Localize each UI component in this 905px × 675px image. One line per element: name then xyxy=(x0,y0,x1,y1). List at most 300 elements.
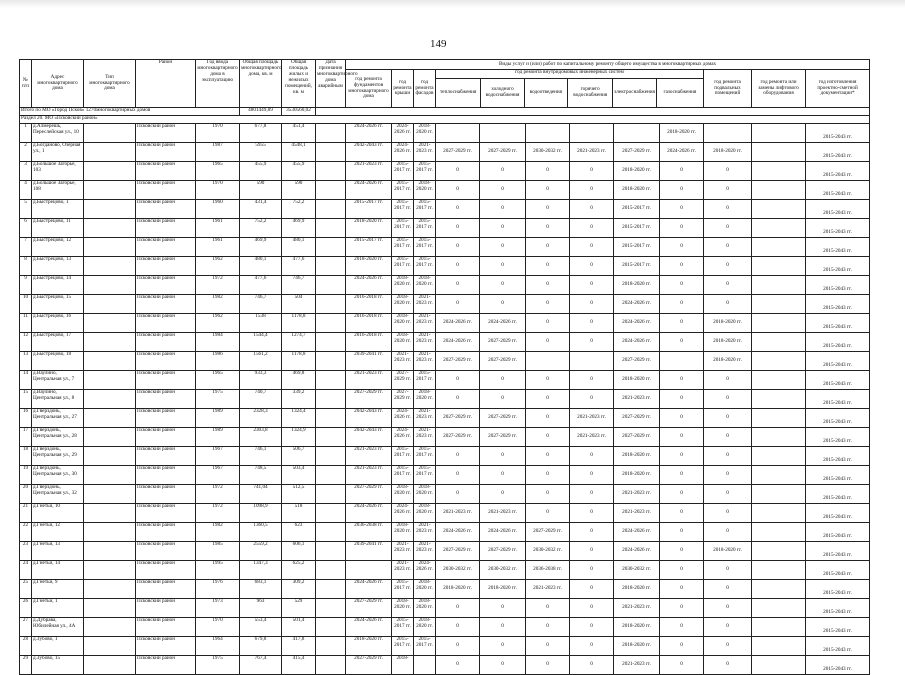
row-design-docs: 2015-2043 гг. xyxy=(806,333,870,352)
row-drainage: 0 xyxy=(526,656,570,675)
document-table-wrap xyxy=(19,59,869,673)
row-basement: 0 xyxy=(704,656,752,675)
row-foundation: 2021-2023 гг. xyxy=(346,371,392,390)
row-district: Псковский район xyxy=(136,485,196,504)
table-row xyxy=(20,599,870,618)
row-district: Псковский район xyxy=(136,181,196,200)
row-hot-water: 0 xyxy=(570,599,614,618)
row-foundation: 2015-2017 гг. xyxy=(346,238,392,257)
table-row xyxy=(20,466,870,485)
row-year: 1964 xyxy=(196,637,240,656)
row-address: д.Гверздонь, Центральная ул., 27 xyxy=(32,409,84,428)
row-basement: 2018-2020 гг. xyxy=(704,542,752,561)
row-recognition-date xyxy=(316,257,346,276)
row-heating: 2027-2029 гг. xyxy=(436,409,480,428)
row-electricity: 2024-2026 гг. xyxy=(614,295,660,314)
row-total-area: 748,5 xyxy=(240,466,282,485)
row-living-area: 1324,9 xyxy=(282,428,316,447)
row-elevator xyxy=(752,200,806,219)
row-gas: 0 xyxy=(660,162,704,181)
row-district: Псковский район xyxy=(136,618,196,637)
row-electricity: 2018-2020 гг. xyxy=(614,466,660,485)
row-heating: 0 xyxy=(436,257,480,276)
row-living-area: 455,9 xyxy=(282,162,316,181)
row-facade: 2021-2023 гг. xyxy=(414,314,436,333)
header-year: Год ввода многоквартирного дома в эксплуатацию xyxy=(196,60,240,108)
row-drainage: 0 xyxy=(526,238,570,257)
row-foundation: 2016-2018 гг. xyxy=(346,314,392,333)
row-total-area: 752,2 xyxy=(240,219,282,238)
row-recognition-date xyxy=(316,580,346,599)
row-drainage: 0 xyxy=(526,333,570,352)
row-year: 1967 xyxy=(196,447,240,466)
row-cold-water: 0 xyxy=(480,599,526,618)
row-living-area: 480,1 xyxy=(282,238,316,257)
row-hot-water: 0 xyxy=(570,390,614,409)
row-drainage: 0 xyxy=(526,637,570,656)
header-elevator: год ремонта или замены лифтового оборудования xyxy=(752,70,806,108)
row-type xyxy=(84,599,136,618)
row-roof: 2021-2023 гг. xyxy=(392,352,414,371)
row-address: д.Гверздонь, Центральная ул., 30 xyxy=(32,466,84,485)
row-basement: 0 xyxy=(704,219,752,238)
row-heating: 2027-2029 гг. xyxy=(436,428,480,447)
row-roof: 2015-2017 гг. xyxy=(392,200,414,219)
row-total-area: 767,4 xyxy=(240,656,282,675)
row-living-area: 503,4 xyxy=(282,466,316,485)
row-number: 29 xyxy=(20,656,32,675)
row-foundation: 2024-2026 гг. xyxy=(346,181,392,200)
row-hot-water: 0 xyxy=(570,219,614,238)
row-living-area: 451,4 xyxy=(282,124,316,143)
row-basement: 0 xyxy=(704,409,752,428)
row-foundation: 2042-2043 гг. xyxy=(346,409,392,428)
row-recognition-date xyxy=(316,447,346,466)
row-heating: 0 xyxy=(436,656,480,675)
row-living-area: 1324,4 xyxy=(282,409,316,428)
row-district: Псковский район xyxy=(136,124,196,143)
row-recognition-date xyxy=(316,504,346,523)
row-basement: 0 xyxy=(704,181,752,200)
row-electricity: 2018-2020 гг. xyxy=(614,162,660,181)
row-electricity: 2018-2020 гг. xyxy=(614,447,660,466)
row-year: 1986 xyxy=(196,352,240,371)
row-address: д.Гнетьи, 12 xyxy=(32,523,84,542)
row-gas: 0 xyxy=(660,580,704,599)
row-gas: 0 xyxy=(660,238,704,257)
row-gas: 0 xyxy=(660,257,704,276)
row-district: Псковский район xyxy=(136,561,196,580)
row-facade: 2021-2023 гг. xyxy=(414,295,436,314)
row-total-area: 455,9 xyxy=(240,162,282,181)
row-facade: 2021-2023 гг. xyxy=(414,143,436,162)
row-living-area: 415,4 xyxy=(282,656,316,675)
row-total-area: 740,7 xyxy=(240,390,282,409)
row-district: Псковский район xyxy=(136,371,196,390)
row-year: 1962 xyxy=(196,314,240,333)
row-roof: 2024-2026 гг. xyxy=(392,409,414,428)
row-electricity xyxy=(614,124,660,143)
row-recognition-date xyxy=(316,314,346,333)
table-row xyxy=(20,162,870,181)
row-address: д.Быстрецово, 16 xyxy=(32,314,84,333)
row-design-docs: 2015-2043 гг. xyxy=(806,257,870,276)
row-electricity: 2015-2017 гг. xyxy=(614,219,660,238)
row-cold-water: 0 xyxy=(480,238,526,257)
row-facade: 2015-2017 гг. xyxy=(414,447,436,466)
row-year: 1989 xyxy=(196,428,240,447)
row-heating: 2024-2026 гг. xyxy=(436,314,480,333)
row-year: 1962 xyxy=(196,257,240,276)
row-address: д.Гнетьи, 10 xyxy=(32,504,84,523)
row-gas: 0 xyxy=(660,219,704,238)
row-drainage: 0 xyxy=(526,390,570,409)
row-year: 1973 xyxy=(196,599,240,618)
row-elevator xyxy=(752,523,806,542)
row-foundation: 2021-2023 гг. xyxy=(346,162,392,181)
row-district: Псковский район xyxy=(136,580,196,599)
header-total-area: Общая площадь многоквартирного дома, кв. м xyxy=(240,60,282,108)
row-address: д.Гверздонь, Центральная ул., 28 xyxy=(32,428,84,447)
row-design-docs: 2015-2043 гг. xyxy=(806,276,870,295)
row-district: Псковский район xyxy=(136,428,196,447)
row-year: 1982 xyxy=(196,523,240,542)
row-district: Псковский район xyxy=(136,162,196,181)
row-elevator xyxy=(752,390,806,409)
row-address: д.Быстрецово, 1 xyxy=(32,200,84,219)
row-electricity: 2030-2032 гг. xyxy=(614,561,660,580)
row-district: Псковский район xyxy=(136,200,196,219)
header-cold-water: холодного водоснабжения xyxy=(480,79,523,107)
row-type xyxy=(84,428,136,447)
row-design-docs: 2015-2043 гг. xyxy=(806,200,870,219)
row-elevator xyxy=(752,257,806,276)
row-cold-water: 0 xyxy=(480,200,526,219)
row-heating: 0 xyxy=(436,637,480,656)
row-number: 25 xyxy=(20,580,32,599)
row-type xyxy=(84,162,136,181)
row-recognition-date xyxy=(316,599,346,618)
total-label: Итого по МО «Город Псков» 1270многоквартирных домов xyxy=(20,108,240,116)
header-basement: год ремонта подвальных помещений xyxy=(704,70,752,108)
row-facade: 2021-2023 гг. xyxy=(414,428,436,447)
row-facade: 2021-2023 гг. xyxy=(414,333,436,352)
row-cold-water xyxy=(480,124,526,143)
row-heating xyxy=(436,124,480,143)
row-foundation: 2036-2038 гг. xyxy=(346,523,392,542)
row-basement: 0 xyxy=(704,390,752,409)
row-number: 17 xyxy=(20,428,32,447)
row-type xyxy=(84,181,136,200)
header-design-docs: год изготовления проектно-сметной документации* xyxy=(806,70,870,108)
row-electricity: 2024-2026 гг. xyxy=(614,523,660,542)
row-living-area: 477,6 xyxy=(282,257,316,276)
row-facade: 2015-2017 гг. xyxy=(414,162,436,181)
row-roof: 2015-2017 гг. xyxy=(392,181,414,200)
row-elevator xyxy=(752,618,806,637)
row-cold-water: 0 xyxy=(480,637,526,656)
row-design-docs: 2015-2043 гг. xyxy=(806,314,870,333)
row-gas xyxy=(660,352,704,371)
row-hot-water: 0 xyxy=(570,276,614,295)
row-type xyxy=(84,276,136,295)
row-hot-water: 0 xyxy=(570,466,614,485)
row-recognition-date xyxy=(316,352,346,371)
row-type xyxy=(84,219,136,238)
header-roof: год ремонта крыши xyxy=(392,70,414,108)
row-basement: 2018-2020 гг. xyxy=(704,352,752,371)
row-type xyxy=(84,238,136,257)
row-district: Псковский район xyxy=(136,143,196,162)
row-living-area: 1178,8 xyxy=(282,314,316,333)
row-cold-water: 0 xyxy=(480,390,526,409)
row-facade: 2018-2020 гг. xyxy=(414,276,436,295)
row-facade: 2021-2023 гг. xyxy=(414,523,436,542)
header-drainage: водоотведения xyxy=(524,79,567,107)
row-cold-water: 0 xyxy=(480,447,526,466)
row-total-area: 746,1 xyxy=(240,447,282,466)
row-address: д.Ваулино, Центральная ул., 8 xyxy=(32,390,84,409)
row-basement: 0 xyxy=(704,561,752,580)
row-basement: 0 xyxy=(704,200,752,219)
row-heating: 0 xyxy=(436,276,480,295)
row-heating: 0 xyxy=(436,371,480,390)
row-year: 1970 xyxy=(196,181,240,200)
table-row xyxy=(20,656,870,675)
row-foundation: 2024-2026 гг. xyxy=(346,276,392,295)
row-gas: 0 xyxy=(660,504,704,523)
total-living-area: 3530560,02 xyxy=(282,108,316,116)
header-gas: газоснабжения xyxy=(656,79,703,107)
row-year: 1976 xyxy=(196,580,240,599)
row-district: Псковский район xyxy=(136,390,196,409)
row-drainage xyxy=(526,352,570,371)
table-row xyxy=(20,485,870,504)
row-cold-water: 2030-2032 гг. xyxy=(480,561,526,580)
row-electricity: 2018-2020 гг. xyxy=(614,580,660,599)
row-foundation: 2039-2041 гг. xyxy=(346,352,392,371)
total-area: 4801449,89 xyxy=(240,108,282,116)
table-row xyxy=(20,143,870,162)
row-basement: 0 xyxy=(704,162,752,181)
row-type xyxy=(84,580,136,599)
row-electricity: 2015-2017 гг. xyxy=(614,200,660,219)
row-foundation: 2024-2026 гг. xyxy=(346,580,392,599)
row-district: Псковский район xyxy=(136,542,196,561)
row-roof: 2018-2020 гг. xyxy=(392,276,414,295)
row-design-docs: 2015-2043 гг. xyxy=(806,181,870,200)
row-gas: 0 xyxy=(660,314,704,333)
row-total-area: 677,8 xyxy=(240,124,282,143)
row-total-area: 480,1 xyxy=(240,257,282,276)
row-elevator xyxy=(752,599,806,618)
row-address: д.Быстрецово, 17 xyxy=(32,333,84,352)
row-address: д.Зубово, 15 xyxy=(32,656,84,675)
row-roof: 2018-2020 гг. xyxy=(392,599,414,618)
row-drainage: 0 xyxy=(526,181,570,200)
row-number: 14 xyxy=(20,371,32,390)
row-living-area: 339,2 xyxy=(282,390,316,409)
table-row xyxy=(20,523,870,542)
row-year: 1975 xyxy=(196,656,240,675)
table-row xyxy=(20,371,870,390)
row-address: д.Быстрецово, 13 xyxy=(32,257,84,276)
row-roof: 2024-2026 гг. xyxy=(392,124,414,143)
row-address: д.Ваулино, Центральная ул., 7 xyxy=(32,371,84,390)
row-gas: 0 xyxy=(660,599,704,618)
row-district: Псковский район xyxy=(136,314,196,333)
row-cold-water: 0 xyxy=(480,257,526,276)
row-number: 12 xyxy=(20,333,32,352)
row-hot-water xyxy=(570,124,614,143)
row-cold-water: 0 xyxy=(480,371,526,390)
row-recognition-date xyxy=(316,143,346,162)
row-total-area: 963 xyxy=(240,599,282,618)
row-type xyxy=(84,523,136,542)
row-total-area: 933,3 xyxy=(240,371,282,390)
row-drainage: 0 xyxy=(526,447,570,466)
row-total-area: 431,4 xyxy=(240,200,282,219)
row-heating: 0 xyxy=(436,238,480,257)
row-electricity: 2021-2023 гг. xyxy=(614,504,660,523)
row-recognition-date xyxy=(316,428,346,447)
row-heating: 0 xyxy=(436,200,480,219)
row-drainage: 2030-2032 гг. xyxy=(526,143,570,162)
row-facade: 2018-2020 гг. xyxy=(414,504,436,523)
row-type xyxy=(84,295,136,314)
row-basement: 0 xyxy=(704,238,752,257)
row-electricity: 2027-2029 гг. xyxy=(614,352,660,371)
row-number: 4 xyxy=(20,181,32,200)
row-facade: 2018-2020 гг. xyxy=(414,599,436,618)
row-heating: 2027-2029 гг. xyxy=(436,143,480,162)
row-address: д.Быстрецово, 11 xyxy=(32,219,84,238)
row-number: 23 xyxy=(20,542,32,561)
table-row xyxy=(20,542,870,561)
row-heating: 2027-2029 гг. xyxy=(436,542,480,561)
row-type xyxy=(84,637,136,656)
row-total-area: 477,6 xyxy=(240,276,282,295)
row-electricity: 2018-2020 гг. xyxy=(614,618,660,637)
row-elevator xyxy=(752,561,806,580)
row-type xyxy=(84,314,136,333)
scan-edge xyxy=(0,0,905,8)
row-type xyxy=(84,409,136,428)
row-foundation: 2024-2026 гг. xyxy=(346,618,392,637)
row-roof: 2015-2017 гг. xyxy=(392,238,414,257)
row-basement: 2018-2020 гг. xyxy=(704,314,752,333)
row-electricity: 2015-2017 гг. xyxy=(614,238,660,257)
row-district: Псковский район xyxy=(136,599,196,618)
row-facade: 2015-2017 гг. xyxy=(414,219,436,238)
row-heating: 0 xyxy=(436,618,480,637)
row-hot-water: 0 xyxy=(570,314,614,333)
row-facade: 2021-2023 гг. xyxy=(414,352,436,371)
row-design-docs: 2015-2043 гг. xyxy=(806,504,870,523)
row-year: 1970 xyxy=(196,618,240,637)
row-district: Псковский район xyxy=(136,409,196,428)
row-electricity: 2027-2029 гг. xyxy=(614,143,660,162)
row-address: д.Зубово, 1 xyxy=(32,637,84,656)
header-district: Район xyxy=(136,60,196,108)
row-gas: 2018-2020 гг. xyxy=(660,124,704,143)
row-facade: 2018-2020 гг. xyxy=(414,124,436,143)
row-total-area: 1538 xyxy=(240,314,282,333)
row-electricity: 2021-2023 гг. xyxy=(614,390,660,409)
row-design-docs: 2015-2043 гг. xyxy=(806,447,870,466)
row-total-area: 683,1 xyxy=(240,580,282,599)
row-foundation xyxy=(346,561,392,580)
row-address: д.Быстрецово, 12 xyxy=(32,238,84,257)
row-cold-water: 0 xyxy=(480,485,526,504)
row-type xyxy=(84,485,136,504)
row-total-area: 469,9 xyxy=(240,238,282,257)
row-district: Псковский район xyxy=(136,219,196,238)
row-foundation: 2018-2020 гг. xyxy=(346,219,392,238)
table-row xyxy=(20,314,870,333)
row-address: д.Алмерешь, Переслейская ул., 10 xyxy=(32,124,84,143)
row-roof: 2021-2023 гг. xyxy=(392,542,414,561)
row-hot-water: 0 xyxy=(570,200,614,219)
row-foundation: 2016-2018 гг. xyxy=(346,295,392,314)
header-hot-water: горячего водоснабжения xyxy=(567,79,612,107)
row-foundation: 2027-2029 гг. xyxy=(346,485,392,504)
row-cold-water: 0 xyxy=(480,656,526,675)
row-hot-water: 2021-2023 гг. xyxy=(570,143,614,162)
row-recognition-date xyxy=(316,409,346,428)
row-electricity: 2024-2026 гг. xyxy=(614,542,660,561)
row-electricity: 2018-2020 гг. xyxy=(614,637,660,656)
row-type xyxy=(84,504,136,523)
row-roof: 2015-2017 гг. xyxy=(392,618,414,637)
row-design-docs: 2015-2043 гг. xyxy=(806,162,870,181)
row-total-area: 2303,8 xyxy=(240,428,282,447)
row-design-docs: 2015-2043 гг. xyxy=(806,143,870,162)
row-facade: 2018-2020 гг. xyxy=(414,580,436,599)
row-facade: 2015-2017 гг. xyxy=(414,637,436,656)
row-cold-water: 0 xyxy=(480,295,526,314)
row-heating: 2021-2023 гг. xyxy=(436,504,480,523)
page-number: 149 xyxy=(430,38,447,50)
row-drainage: 0 xyxy=(526,276,570,295)
row-design-docs: 2015-2043 гг. xyxy=(806,599,870,618)
row-address: д.Дубрава, Юбилейная ул., 4А xyxy=(32,618,84,637)
row-number: 6 xyxy=(20,219,32,238)
row-recognition-date xyxy=(316,542,346,561)
row-total-area: 2559,2 xyxy=(240,542,282,561)
row-type xyxy=(84,618,136,637)
row-electricity: 2021-2023 гг. xyxy=(614,599,660,618)
row-total-area: 1098,9 xyxy=(240,504,282,523)
row-total-area: 746,7 xyxy=(240,295,282,314)
row-facade xyxy=(414,656,436,675)
row-design-docs: 2015-2043 гг. xyxy=(806,238,870,257)
row-basement: 0 xyxy=(704,466,752,485)
row-cold-water: 2027-2029 гг. xyxy=(480,409,526,428)
row-district: Псковский район xyxy=(136,466,196,485)
row-roof: 2015-2017 гг. xyxy=(392,580,414,599)
row-elevator xyxy=(752,276,806,295)
row-design-docs: 2015-2043 гг. xyxy=(806,371,870,390)
row-recognition-date xyxy=(316,656,346,675)
row-type xyxy=(84,200,136,219)
row-facade: 2018-2020 гг. xyxy=(414,181,436,200)
row-type xyxy=(84,466,136,485)
row-type xyxy=(84,333,136,352)
row-number: 9 xyxy=(20,276,32,295)
row-recognition-date xyxy=(316,238,346,257)
table-row xyxy=(20,295,870,314)
